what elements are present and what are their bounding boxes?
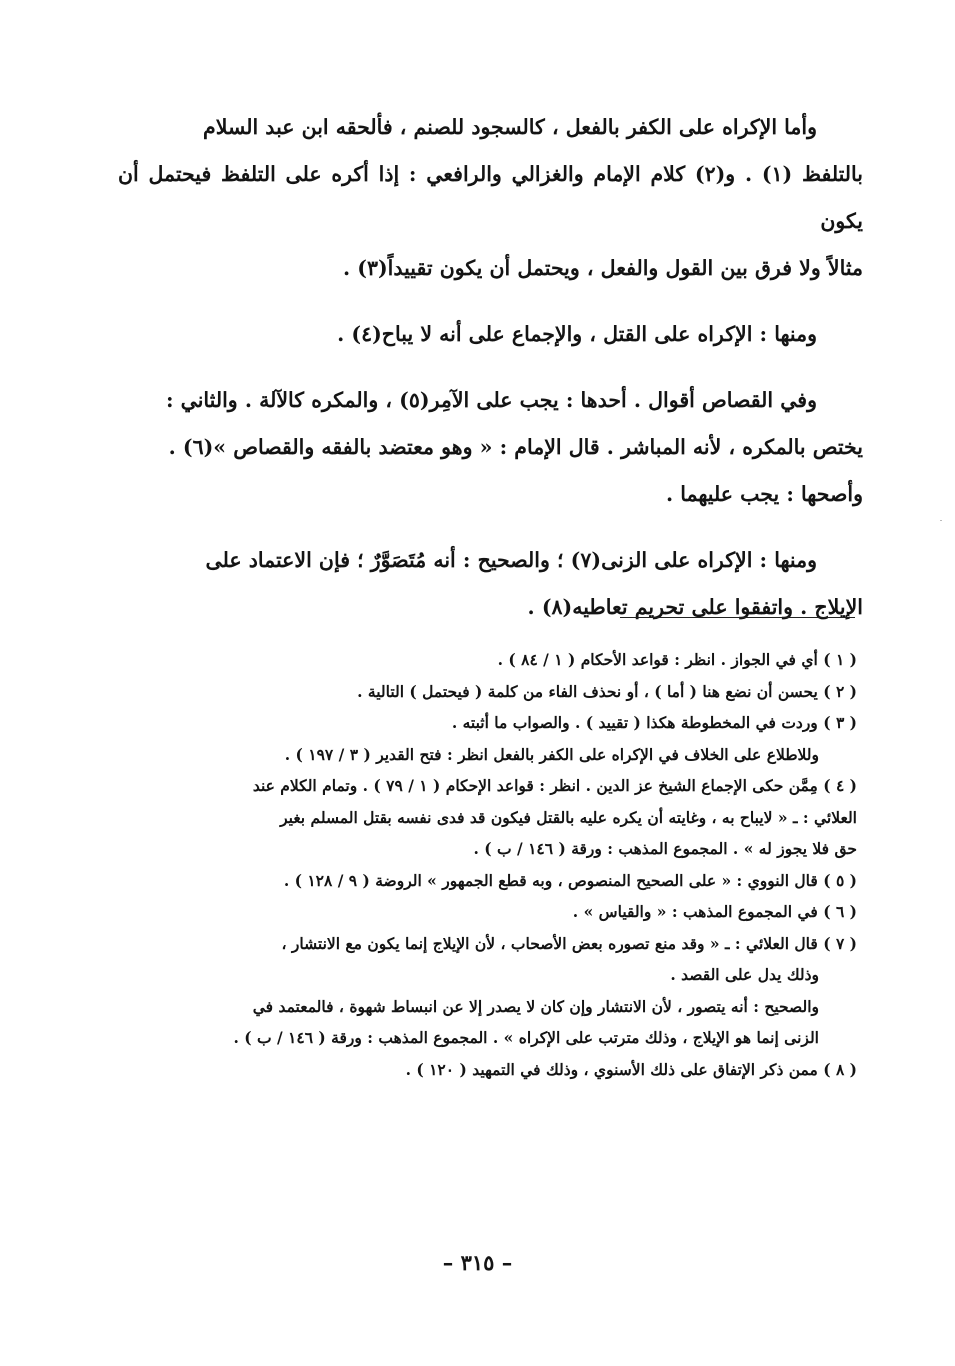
footnote-line: ( ٦ ) في المجموع المذهب : « والقياس » .	[572, 902, 857, 921]
footnote-1	[112, 644, 857, 676]
footnote-line: ( ٣ ) وردت في المخطوطة هكذا ( تقييد ) . والصواب ما أثبته .	[451, 713, 857, 732]
paragraph-coercion-disbelief	[118, 104, 863, 292]
footnote-line: العلائي : ـ « لايباح به ، وغايته أن يكره عليه بالقتل فيكون قد فدى نفسه بقتل المسلم بغير	[280, 807, 857, 827]
footnote-7	[112, 928, 857, 991]
footnote-4	[112, 770, 857, 865]
text-line: ومنها : الإكراه على القتل ، والإجماع على أنه لا يباح(٤) .	[337, 322, 817, 346]
footnote-3-continuation	[112, 739, 819, 771]
footnotes	[112, 644, 857, 1085]
footnote-line: الزنى إنما هو الإيلاج ، وذلك مترتب على الإكراه » . المجموع المذهب : ورقة ( ١٤٦ / ب ) .	[233, 1028, 819, 1047]
paragraph-retaliation	[118, 377, 863, 518]
footnote-line: ( ٢ ) يحسن أن نضع هنا ( أما ) ، أو نحذف الفاء من كلمة ( فيحتمل ) التالية .	[357, 681, 857, 701]
text-line: مثالاً ولا فرق بين القول والفعل ، ويحتمل أن يكون تقييداً(٣) .	[342, 256, 863, 280]
page-number: – ٣١٥ –	[442, 1250, 513, 1275]
text-line: الإيلاج . واتفقوا على تحريم تعاطيه(٨) .	[527, 595, 863, 619]
text-line: يختص بالمكره ، لأنه المباشر . قال الإمام : « وهو معتضد بالفقه والقصاص »(٦) .	[168, 435, 863, 459]
footnote-divider	[620, 617, 855, 618]
footnote-8	[112, 1054, 857, 1086]
footnote-line: ( ٤ ) مِمَّن حكى الإجماع الشيخ عز الدين . انظر : قواعد الإحكام ( ١ / ٧٩ ) . وتمام الكلام عند	[252, 776, 857, 795]
footnote-line: ( ٧ ) قال العلائي : ـ « وقد منع تصوره بعض الأصحاب ، لأن الإيلاج إنما يكون مع الانتشار ،	[281, 933, 857, 953]
text-line: وفي القصاص أقوال . أحدها : يجب على الآمِر(٥) ، والمكره كالآلة . والثاني :	[165, 388, 817, 412]
footnote-line: ( ٥ ) قال النووي : « على الصحيح المنصوص ، وبه قطع الجمهور » الروضة ( ٩ / ١٢٨ ) .	[283, 870, 857, 890]
scan-speck	[940, 520, 942, 521]
footnote-line: وللاطلاع على الخلاف في الإكراه على الكفر بالفعل انظر : فتح القدير ( ٣ / ١٩٧ ) .	[284, 744, 819, 764]
footnote-6	[112, 896, 857, 928]
footnote-7-continuation	[112, 991, 819, 1054]
footnote-line: ( ٨ ) ممن ذكر الإتفاق على ذلك الأسنوي ، وذلك في التمهيد ( ١٢٠ ) .	[405, 1059, 857, 1079]
footnote-3	[112, 707, 857, 739]
paragraph-coercion-killing	[118, 311, 863, 358]
footnote-line: ( ١ ) أي في الجواز . انظر : قواعد الأحكام ( ١ / ٨٤ ) .	[497, 650, 857, 669]
footnote-line: والصحيح : أنه يتصور ، لأن الانتشار وإن كان لا يصدر إلا عن انبساط شهوة ، فالمعتمد في	[252, 996, 819, 1016]
footnote-line: وذلك يدل على القصد .	[670, 965, 819, 984]
main-text	[118, 104, 863, 650]
text-line: وأما الإكراه على الكفر بالفعل ، كالسجود للصنم ، فألحقه ابن عبد السلام	[203, 115, 817, 139]
footnote-line: حق فلا يجوز له » . المجموع المذهب : ورقة ( ١٤٦ / ب ) .	[473, 839, 857, 858]
text-line: بالتلفظ (١) . و(٢) كلام الإمام والغزالي والرافعي : إذا أكره على التلفظ فيحتمل أن يكون	[118, 162, 863, 233]
footnote-2	[112, 676, 857, 708]
text-line: وأصحها : يجب عليهما .	[665, 482, 863, 506]
text-line: ومنها : الإكراه على الزنى(٧) ؛ والصحيح : أنه مُتَصَوَّرٌ ؛ فإن الاعتماد على	[205, 548, 817, 572]
footnote-5	[112, 865, 857, 897]
